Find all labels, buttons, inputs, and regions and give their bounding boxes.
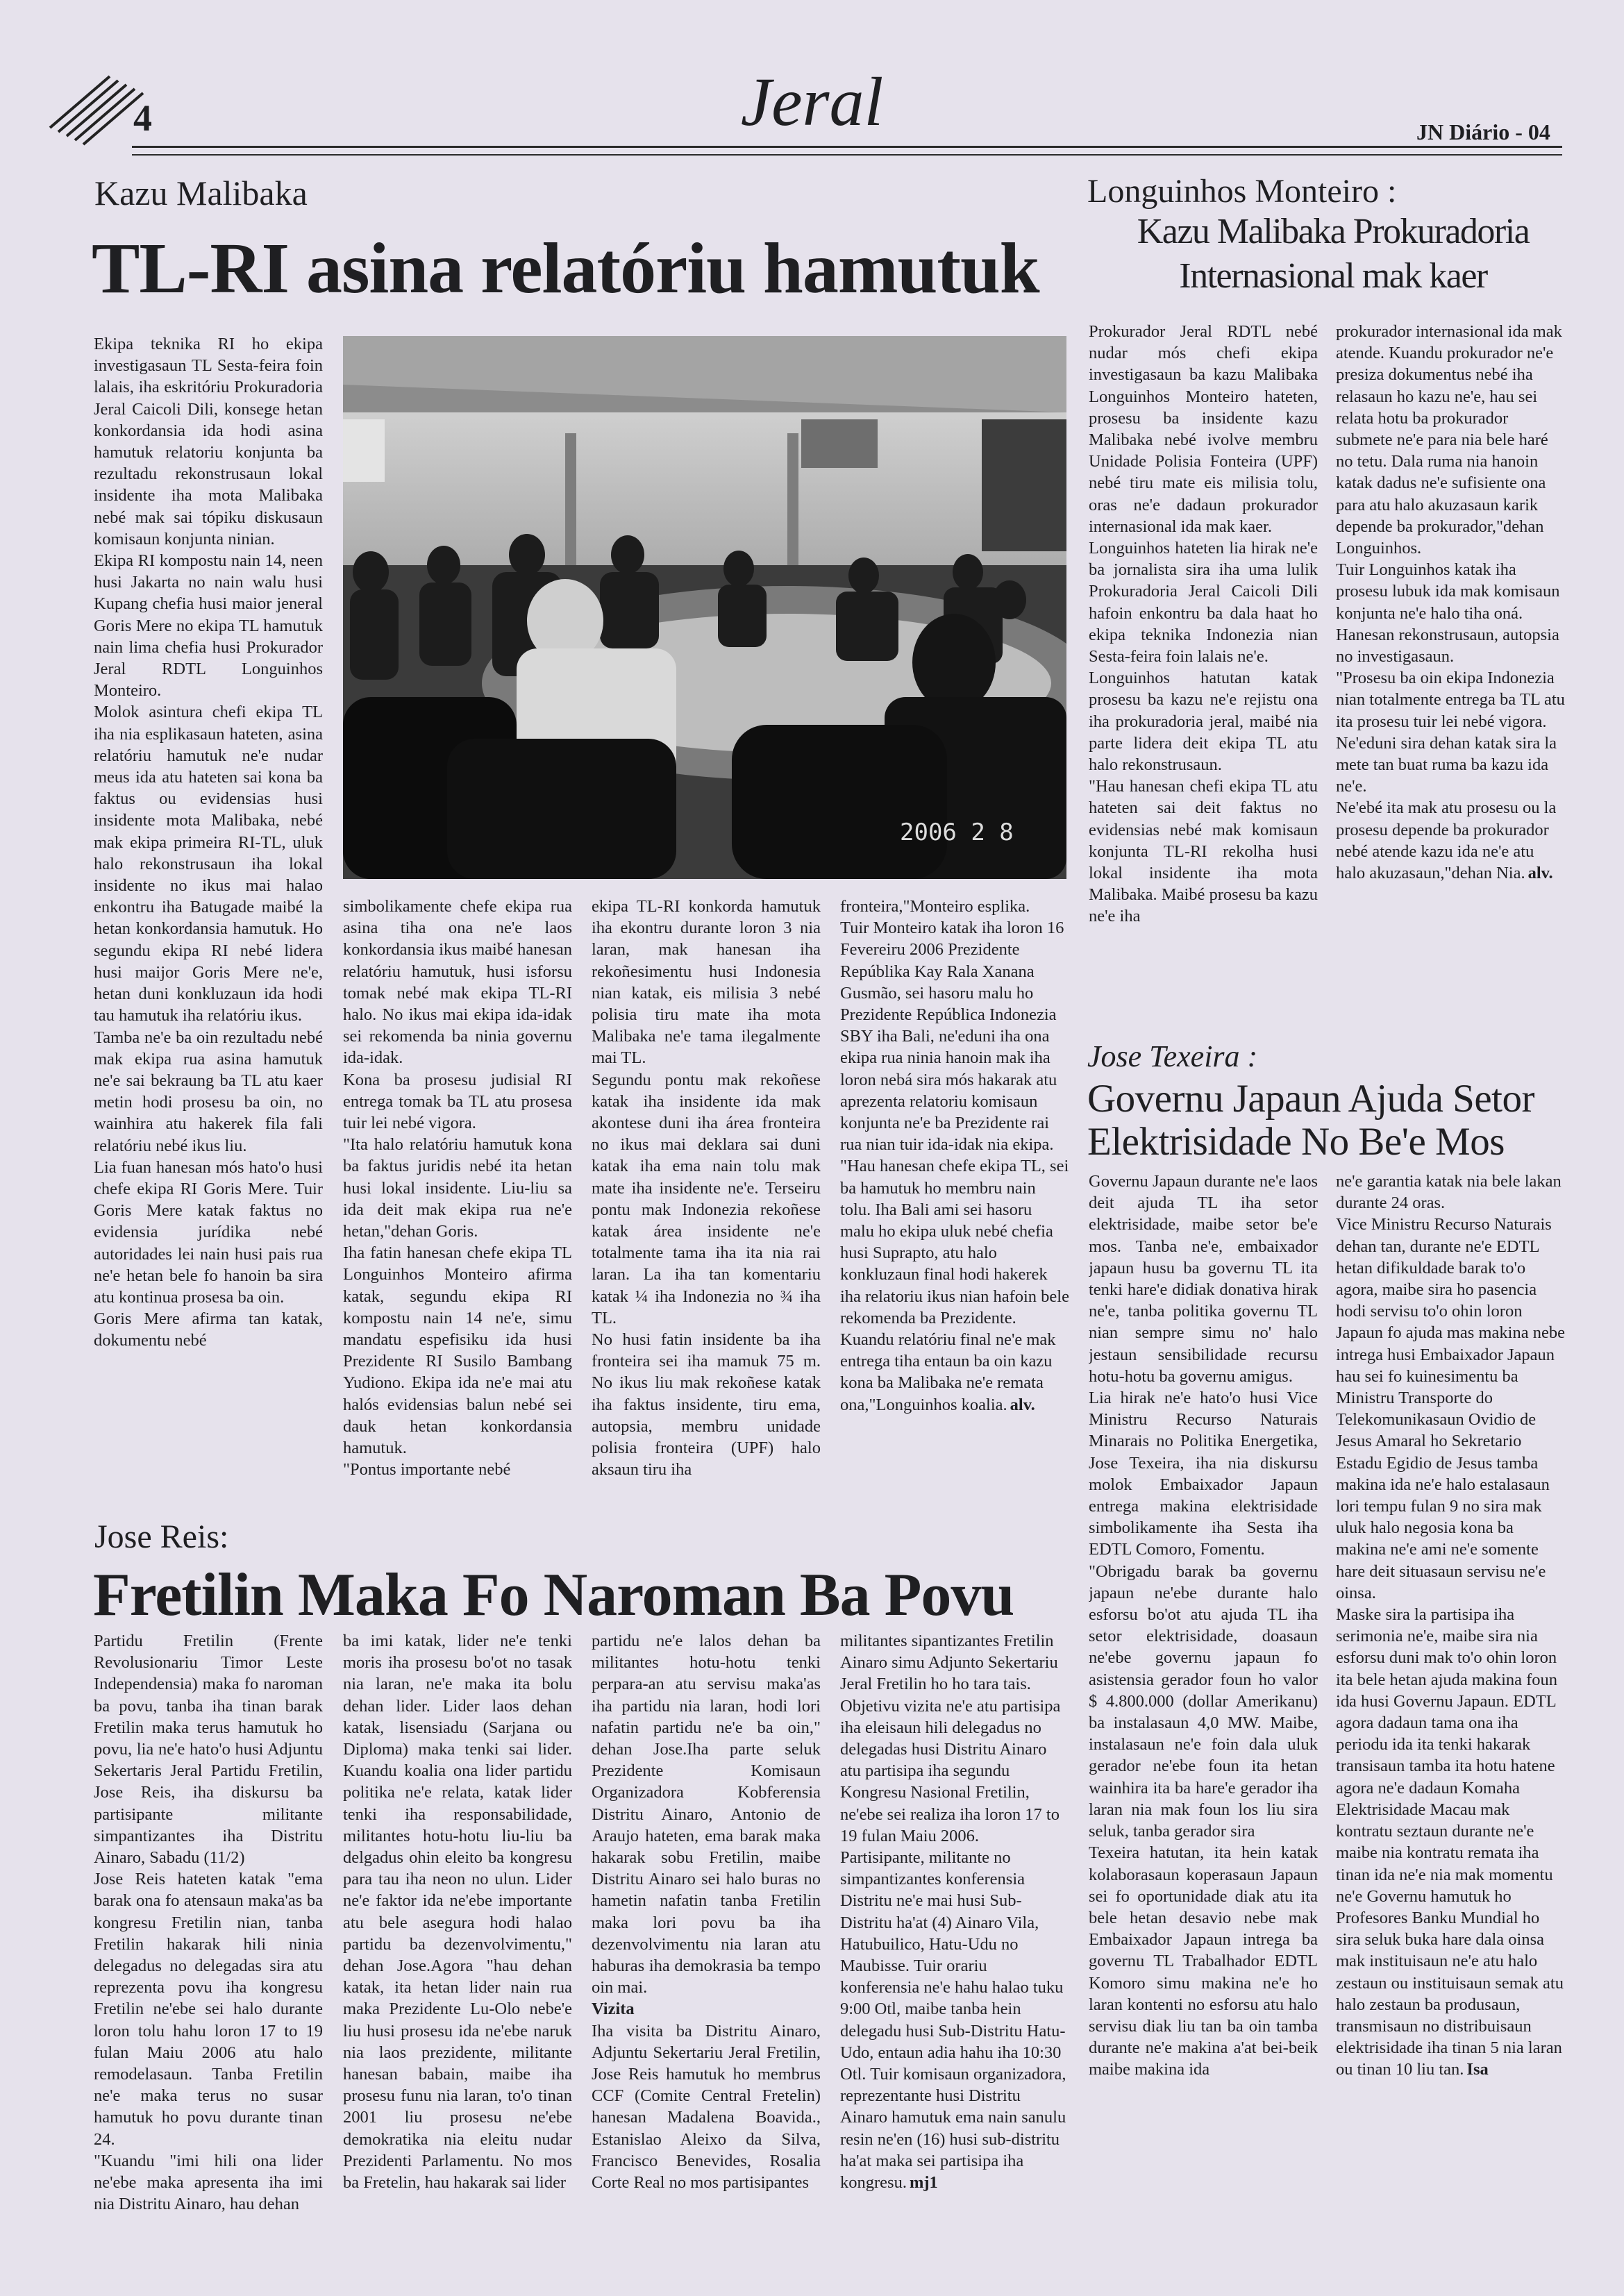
- article4-column-4-wrap: [840, 1630, 1069, 2227]
- article3-column-1: Governu Japaun durante ne'e laos deit ajuda TL iha setor elektrisidade, maibe setor be'e mos. Tanba ne'e, embaixador japaun husu ba governu TL ita tenki hare'e didiak donativa hirak ne'e, tanba politika governu TL nian sempre simu no' halo jestaun sensibilidade recursu hotu-hotu ba governu amigus. Lia hirak ne'e hato'o husi Vice Ministru Recurso Naturais Minarais no Politika Energetika, Jose Texeira, iha nia diskursu molok Embaixador Japaun entrega makina elektrisidade simbolikamente iha Sesta iha EDTL Comoro, Fomentu. "Obrigadu barak ba governu japaun ne'ebe durante halo esforsu bo'ot atu ajuda TL iha setor elektrisidade, doasaun ne'ebe governu japaun fo asistensia gerador foun ho valor $ 4.800.000 (dollar Amerikanu) ba instalasaun 4,0 MW. Maibe, instalasaun ne'e foin dala uluk gerador ne'ebe foun ita hetan wainhira ita ba hare'e gerador iha laran nia mak foun los liu sira seluk, tanba gerador sira Texeira hatutan, ita hein katak kolaborasaun koperasaun Japaun sei fo oportunidade diak atu ita bele hetan desavio nebe mak Embaixador Japaun intrega ba governu TL Trabalhador EDTL Komoro simu makina ne'e ho laran kontenti no esforsu atu halo servisu diak liu tan ba oin tamba durante ne'e makina a'at bei-beik maibe makina ida: [1089, 1172, 1318, 2079]
- article1-column-4: fronteira,"Monteiro esplika. Tuir Monteiro katak iha loron 16 Fevereiru 2006 Prezidente Repúblika Kay Rala Xanana Gusmão, sei hasoru malu ho Prezidente República Indonezia SBY iha Bali, ne'eduni iha ona ekipa rua ninia hanoin mak iha loron nebá sira mós hakarak atu aprezenta relatoriu komisaun konjunta ne'e ba Prezidente rai rua nian tuir ida-idak nia ekipa. "Hau hanesan chefe ekipa TL, sei ba hamutuk ho membru nain tolu. Iha Bali ami sei hasoru malu ho ekipa uluk nebé chefia husi Suprapto, atu halo konkluzaun final hodi hakerek iha relatoriu ikus nian hafoin bele rekomenda ba Prezidente. Kuandu relatóriu final ne'e mak entrega tiha entaun ba oin kazu kona ba Malibaka ne'e remata ona,"Longuinhos koalia.: [840, 897, 1069, 1414]
- article2-headline-line2: Internasional mak kaer: [1179, 256, 1487, 296]
- header-rule-top: [132, 146, 1562, 148]
- article2-signature: alv.: [1527, 864, 1553, 883]
- article1-column-4-wrap: [840, 896, 1069, 1507]
- article4-signature: mj1: [909, 2173, 938, 2193]
- article4-column-1: Partidu Fretilin (Frente Revolusionariu Timor Leste Independensia) maka fo naroman ba povu, tanba iha tinan barak Fretilin maka terus hamutuk ho povu, lia ne'e hato'o husi Adjuntu Sekertaris Jeral Partidu Fretilin, Jose Reis, iha diskursu ba partisipante militante simpantizantes iha Distritu Ainaro, Sabadu (11/2) Jose Reis hateten katak "ema barak ona fo atensaun maka'as ba kongresu Fretilin nian, tanba Fretilin hakarak hili ninia delegadus no delegadas sira atu reprezenta povu iha kongresu Fretilin ne'ebe sei halo durante loron tolu hahu loron 17 to 19 fulan Maiu 2006 atu halo remodelasaun. Tanba Fretilin ne'e maka terus no susar hamutuk ho povu durante tinan 24. "Kuandu "imi hili ona lider ne'ebe maka apresenta iha imi nia Distritu Ainaro, hau dehan: [94, 1632, 323, 2214]
- article3-signature: Isa: [1466, 2060, 1489, 2079]
- article1-headline: TL-RI asina relatóriu hamutuk: [92, 228, 1039, 308]
- article3-column-2: ne'e garantia katak nia bele lakan durante 24 oras. Vice Ministru Recurso Naturais dehan tan, durante ne'e EDTL hetan difikuldade barak to'o agora, maibe sira ho pasencia hodi servisu to'o ohin loron Japaun fo ajuda mas makina nebe intrega husi Embaixador Japaun hau sei fo kuinesimentu ba Ministru Transporte do Telekomunikasaun Ovidio de Jesus Amaral ho Sekretario Estadu Egidio de Jesus tamba makina ida ne'e halo estalasaun lori tempu fulan 9 no sira mak uluk halo negosia kona ba makina ne'e ami ne'e somente hare deit situasaun servisu ne'e oinsa. Maske sira la partisipa iha serimonia ne'e, maibe sira nia esforsu duni mak to'o ohin loron ita bele hetan ajuda makina foun ida husi Governu Japaun. EDTL agora dadaun tama ona iha periodu ida ita tenki hakarak transisaun tamba ita hotu hatene agora ne'e dadaun Komaha Elektrisidade Macau mak kontratu seztaun durante ne'e maibe nia kontratu remata iha tinan ida ne'e nia mak momentu ne'e Governu hamutuk ho Profesores Banku Mundial ho sira seluk buka hare dala oinsa mak instituisaun ne'e atu halo zestaun ou instituisaun semak atu halo zestaun ba produsaun, transmisaun no distribuisaun elektrisidade iha tinan 5 nia laran ou tinan 10 liu tan.: [1336, 1172, 1565, 2079]
- article2-column-2-wrap: [1336, 321, 1565, 1040]
- article4-column-3: partidu ne'e lalos dehan ba militantes hotu-hotu tenki perpara-an atu servisu maka'as iha partidu nia laran, hodi lori nafatin partidu ne'e ba oin," dehan Jose.Iha parte seluk Prezidente Komisaun Organizadora Kobferensia Distritu Ainaro, Antonio de Araujo hateten, ema barak maka hakarak sobu Fretilin, maibe Distritu Ainaro sei halo buras no hametin nafatin tanba Fretilin maka lori povu ba iha dezenvolvimentu nia laran atu haburas iha demokrasia ba tempo oin mai.: [592, 1632, 821, 1997]
- article3-headline-line2: Elektrisidade No Be'e Mos: [1087, 1120, 1505, 1164]
- meeting-photo: [343, 336, 1066, 879]
- header-rule-bottom: [132, 154, 1562, 156]
- article1-column-3: ekipa TL-RI konkorda hamutuk iha ekontru durante loron 3 nia laran, mak hanesan iha rekoñesimentu husi Indonesia nian katak, eis milisia 3 nebé polisia tiru mate iha mota Malibaka ne'e tama ilegalmente mai TL. Segundu pontu mak rekoñese katak iha insidente ida mak akontese duni iha área fronteira no ikus mai deklara sai duni katak iha ema nain tolu mak mate iha insidente ne'e. Terseiru pontu mak Indonezia rekoñese katak área insidente ne'e totalmente tama iha ita nia rai laran. La iha tan komentariu katak ¼ iha Indonezia no ¾ iha TL. No husi fatin insidente ba iha fronteira sei iha mamuk 75 m. No ikus liu mak rekoñese katak iha faktus insidente, tiru ema, autopsia, membru unidade polisia fronteira (UPF) halo aksaun tiru iha: [592, 897, 821, 1480]
- article2-headline-line1: Kazu Malibaka Prokuradoria: [1137, 212, 1530, 251]
- article3-kicker: Jose Texeira :: [1087, 1039, 1258, 1073]
- article1-column-1: Ekipa teknika RI ho ekipa investigasaun TL Sesta-feira foin lalais, iha eskritóriu Prokuradoria Jeral Caicoli Dili, konsege hetan konkordansia ida hodi asina hamutuk relatoriu konjunta ba rezultadu rekonstrusaun lokal insidente iha mota Malibaka nebé mak sai tópiku diskusaun komisaun konjunta ninian. Ekipa RI kompostu nain 14, neen husi Jakarta no nain walu husi Kupang chefia husi maior jeneral Goris Mere no ekipa TL hamutuk nain lima chefia husi Prokurador Jeral RDTL Longuinhos Monteiro. Molok asintura chefi ekipa TL iha nia esplikasaun hateten, asina relatóriu hamutuk ne'e nudar meus ida atu hateten sai kona ba faktus ou evidensias husi insidente mota Malibaka, nebé mak ekipa primeira RI-TL, uluk halo rekonstrusaun iha lokal insidente no ikus mai halao enkontru iha Batugade maibé la hetan konkordansia hamutuk. Ho segundu ekipa RI nebé lidera husi maijor Goris Mere ne'e, hetan duni konkluzaun ida hodi tau hamutuk iha relatóriu ikus. Tamba ne'e ba oin rezultadu nebé mak ekipa rua asina hamutuk ne'e sai bekraung ba TL atu kaer metin hodi prosesu ba oin, no wainhira atu hakerek fila fali relatóriu nebé ikus liu. Lia fuan hanesan mós hato'o husi chefe ekipa RI Goris Mere. Tuir Goris Mere katak faktus no evidensia jurídika nebé autoridades lei nain husi pais rua ne'e hetan bele fo hanoin ba sira atu kontinua prosesa ba oin. Goris Mere afirma tan katak, dokumentu nebé: [94, 335, 323, 1350]
- article4-column-3b: Iha visita ba Distritu Ainaro, Adjuntu Sekertariu Jeral Fretilin, Jose Reis hamutuk ho membrus CCF (Comite Central Fretelin) hanesan Madalena Boavida., Estanislao Aleixo da Silva, Francisco Benevides, Rosalia Corte Real no mos partisipantes: [592, 2021, 821, 2193]
- article4-column-3-wrap: [592, 1630, 821, 2227]
- page-number: 4: [133, 97, 152, 139]
- article4-column-2: ba imi katak, lider ne'e tenki moris iha prosesu bo'ot no tasak nia laran, ne'e maka ita bolu dehan lider. Lider laos dehan katak, lisensiadu (Sarjana ou Diploma) maka tenki sai lider. Kuandu koalia ona lider partidu politika ne'e relata, katak lider tenki iha responsabilidade, militantes hotu-hotu liu-liu ba delgadus ohin eleito ba kongresu para tau iha neon no ulun. Lider ne'e faktor ida ne'ebe importante atu bele asegura hodi halao partidu ba dezenvolvimentu," dehan Jose.Agora "hau dehan katak, ita hetan lider nain rua maka Prezidente Lu-Olo nebe'e liu husi prosesu ida ne'ebe naruk nia laos prezidente, militante hanesan babain, maibe iha prosesu funu nia laran, to'o tinan 2001 liu prosesu ne'ebe demokratika nia eleitu nudar Prezidenti Parlamentu. No mos ba Fretelin, hau hakarak sai lider: [343, 1632, 572, 2193]
- article4-kicker: Jose Reis:: [94, 1518, 229, 1555]
- article3-column-2-wrap: [1336, 1171, 1565, 2226]
- article1-column-2: simbolikamente chefe ekipa rua asina tiha ona ne'e laos konkordansia ikus maibé hanesan relatóriu hamutuk, husi isforsu tomak nebé mak ekipa TL-RI halo. No ikus mai ekipa ida-idak sei rekomenda ba ninia governu ida-idak. Kona ba prosesu judisial RI entrega tomak ba TL atu prosesa tuir lei nebé vigora. "Ita halo relatóriu hamutuk kona ba faktus juridis nebé ita hetan husi lokal insidente. Liu-liu sa ida deit mak ekipa rua ne'e hetan,"dehan Goris. Iha fatin hanesan chefe ekipa TL Longuinhos Monteiro afirma katak, segundu ekipa RI kompostu nain 14 ne'e, simu mandatu espefisiku ida husi Prezidente RI Susilo Bambang Yudiono. Ekipa ida ne'e mai atu halós evidensias balun nebé sei dauk hetan konkordansia hamutuk. "Pontus importante nebé: [343, 897, 572, 1480]
- article1-signature: alv.: [1010, 1395, 1035, 1414]
- article4-headline: Fretilin Maka Fo Naroman Ba Povu: [93, 1561, 1014, 1629]
- article2-kicker: Longuinhos Monteiro :: [1087, 173, 1397, 210]
- edition-label: JN Diário - 04: [1416, 119, 1550, 144]
- article4-subheading-vizita: Vizita: [592, 2000, 635, 2019]
- article2-column-1: Prokurador Jeral RDTL nebé nudar mós chefi ekipa investigasaun ba kazu Malibaka Longuinhos Monteiro hateten, prosesu ba insidente kazu Malibaka nebé ivolve membru Unidade Polisia Fonteira (UPF) nebé tiru mate eis milisia tolu, oras ne'e dadaun prokurador internasional ida mak kaer. Longuinhos hateten lia hirak ne'e ba jornalista sira iha uma lulik Prokuradoria Jeral Caicoli Dili hafoin enkontru ba dala haat ho ekipa teknika Indonezia nian Sesta-feira foin lalais ne'e. Longuinhos hatutan katak prosesu ba kazu ne'e rejistu ona iha prokuradoria jeral, maibé nia parte lidera deit ekipa TL atu halo rekonstrusaun. "Hau hanesan chefi ekipa TL atu hateten sai deit faktus no evidensias nebé mak komisaun konjunta TL-RI rekolha husi lokal insidente iha mota Malibaka. Maibé prosesu ba kazu ne'e iha: [1089, 322, 1318, 926]
- section-title: Jeral: [740, 63, 884, 140]
- article4-column-4: militantes sipantizantes Fretilin Ainaro simu Adjunto Sekertariu Jeral Fretilin ho ho tara tais. Objetivu vizita ne'e atu partisipa iha eleisaun hili delegadus no delegadas husi Distritu Ainaro atu partisipa iha segundu Kongresu Nasional Fretilin, ne'ebe sei realiza iha loron 17 to 19 fulan Maiu 2006. Partisipante, militante no simpantizantes konferensia Distritu ne'e mai husi Sub-Distritu ha'at (4) Ainaro Vila, Hatubuilico, Hatu-Udu no Maubisse. Tuir orariu konferensia ne'e hahu halao tuku 9:00 Otl, maibe tanba hein delegadu husi Sub-Distritu Hatu-Udo, entaun adia hahu iha 10:30 Otl. Tuir komisaun organizadora, reprezentante husi Distritu Ainaro hamutuk ema nain sanulu resin ne'en (16) husi sub-distritu ha'at maka sei partisipa iha kongresu.: [840, 1632, 1066, 2193]
- article3-headline-line1: Governu Japaun Ajuda Setor: [1087, 1077, 1534, 1121]
- article1-kicker: Kazu Malibaka: [94, 174, 308, 212]
- photo-date-stamp: 2006 2 8: [900, 819, 1014, 846]
- article2-column-2: prokurador internasional ida mak atende. Kuandu prokurador ne'e presiza dokumentus nebé iha relasaun ho kazu ne'e, hau sei relata hotu ba prokurador submete ne'e para nia bele haré no tetu. Dala ruma nia hanoin katak dadus ne'e sufisiente ona para atu halo akuzasaun karik depende ba prokurador,"dehan Longuinhos. Tuir Longuinhos katak iha prosesu lubuk ida mak komisaun konjunta ne'e halo tiha oná. Hanesan rekonstrusaun, autopsia no investigasaun. "Prosesu ba oin ekipa Indonezia nian totalmente entrega ba TL atu ita prosesu tuir lei nebé vigora. Ne'eduni sira dehan katak sira la mete tan buat ruma ba kazu ida ne'e. Ne'ebé ita mak atu prosesu ou la prosesu depende ba prokurador nebé atende kazu ida ne'e atu halo akuzasaun,"dehan Nia.: [1336, 322, 1565, 883]
